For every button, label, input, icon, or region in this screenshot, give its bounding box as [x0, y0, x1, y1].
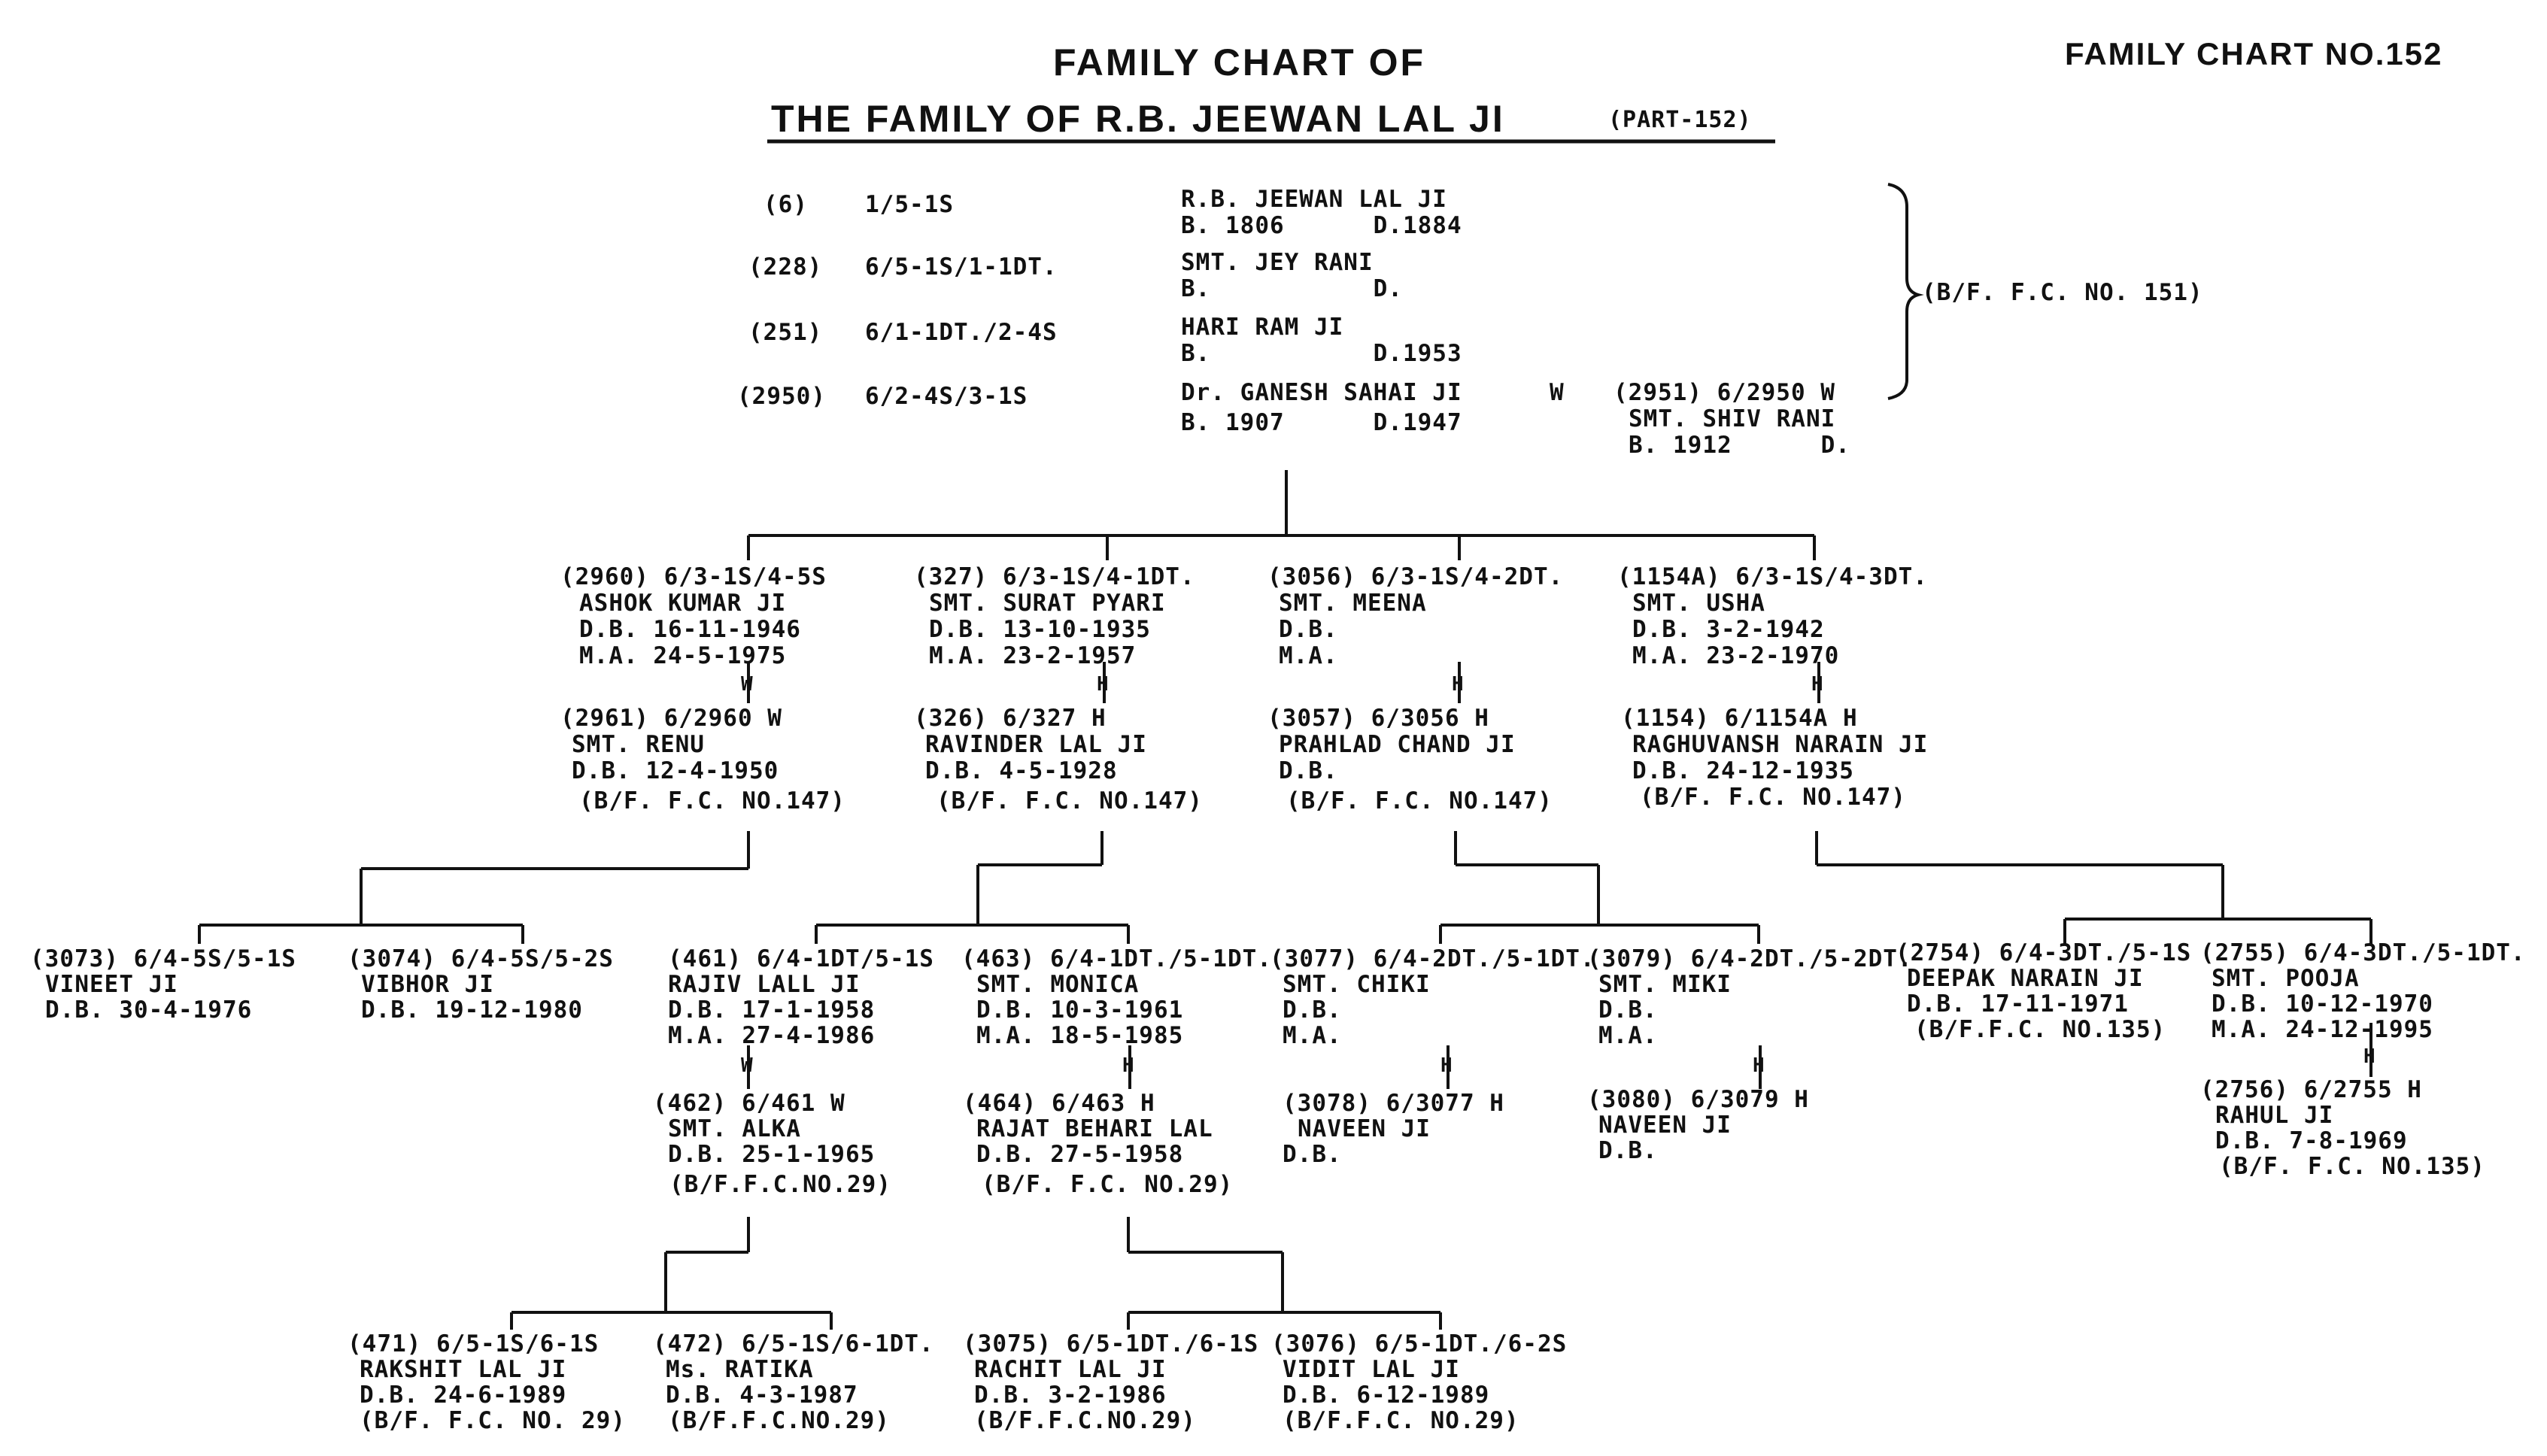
chart-part: (PART-152) [1608, 107, 1752, 133]
ancestor-dates: B. D. [1181, 275, 1403, 302]
person-code: (3074) 6/4-5S/5-2S [348, 945, 614, 972]
person-code: (3077) 6/4-2DT./5-1DT. [1270, 945, 1595, 972]
person-code: (3075) 6/5-1DT./6-1S [963, 1330, 1259, 1357]
spouse-name: RAHUL JI [2215, 1102, 2334, 1129]
person-name: SMT. MEENA [1279, 590, 1427, 617]
person-marriage: M.A. [1279, 642, 1338, 669]
spouse-code: (3078) 6/3077 H [1283, 1090, 1504, 1117]
ancestor-name: HARI RAM JI [1181, 314, 1344, 341]
person-code: (471) 6/5-1S/6-1S [348, 1330, 600, 1357]
person-dob: D.B. 10-3-1961 [976, 996, 1184, 1024]
person-dob: D.B. 19-12-1980 [361, 996, 583, 1024]
person-name: SMT. SURAT PYARI [929, 590, 1166, 617]
brace-note: (B/F. F.C. NO. 151) [1922, 279, 2203, 306]
spouse-dob: D.B. [1598, 1137, 1658, 1164]
person-dob: D.B. 30-4-1976 [45, 996, 253, 1024]
ancestor-relation: 6/5-1S/1-1DT. [865, 253, 1058, 281]
spouse-reference: (B/F. F.C. NO.147) [1640, 784, 1906, 811]
person-marriage: M.A. 23-2-1970 [1632, 642, 1840, 669]
person-dob: D.B. 4-3-1987 [666, 1382, 858, 1409]
ancestor-name: R.B. JEEWAN LAL JI [1181, 186, 1447, 213]
person-dob: D.B. 24-6-1989 [360, 1382, 567, 1409]
chart-number: FAMILY CHART NO.152 [2065, 36, 2443, 71]
ancestor-dates: B. 1907 D.1947 [1181, 409, 1462, 436]
person-dob: D.B. 10-12-1970 [2212, 990, 2433, 1018]
spouse-code: (2756) 6/2755 H [2200, 1076, 2422, 1103]
spouse-name: SMT. ALKA [668, 1115, 801, 1142]
spouse-name: RAJAT BEHARI LAL [976, 1115, 1213, 1142]
person-dob: D.B. [1279, 616, 1338, 643]
person-reference: (B/F.F.C. NO.29) [1283, 1407, 1519, 1434]
person-reference: (B/F. F.C. NO. 29) [360, 1407, 626, 1434]
marriage-marker: W [1550, 379, 1565, 406]
spouse-reference: (B/F. F.C. NO.29) [982, 1171, 1234, 1198]
person-dob: D.B. 3-2-1942 [1632, 616, 1825, 643]
person-dob: D.B. 13-10-1935 [929, 616, 1151, 643]
ancestor-relation: 6/2-4S/3-1S [865, 383, 1028, 410]
marriage-marker: H [2363, 1045, 2375, 1068]
marriage-marker: W [741, 673, 753, 696]
spouse-name: NAVEEN JI [1298, 1115, 1431, 1142]
spouse-code: (464) 6/463 H [963, 1090, 1155, 1117]
spouse-code: (326) 6/327 H [914, 705, 1107, 732]
person-marriage: M.A. 18-5-1985 [976, 1022, 1184, 1049]
marriage-marker: H [1122, 1054, 1134, 1077]
ancestor-code: (6) [763, 191, 808, 218]
person-marriage: M.A. 23-2-1957 [929, 642, 1137, 669]
person-reference: (B/F.F.C.NO.29) [668, 1407, 890, 1434]
ancestor-name: Dr. GANESH SAHAI JI [1181, 379, 1462, 406]
person-name: SMT. USHA [1632, 590, 1765, 617]
spouse-dob: D.B. 24-12-1935 [1632, 757, 1854, 784]
spouse-reference: (B/F. F.C. NO.147) [579, 787, 845, 814]
chart-title: FAMILY CHART OF [1053, 41, 1426, 83]
spouse-dob: D.B. 4-5-1928 [925, 757, 1118, 784]
brace-line [1888, 184, 1918, 399]
marriage-marker: H [1452, 673, 1464, 696]
person-marriage: M.A. [1283, 1022, 1342, 1049]
person-name: SMT. MONICA [976, 971, 1140, 998]
spouse-name: RAGHUVANSH NARAIN JI [1632, 731, 1929, 758]
person-name: VINEET JI [45, 971, 178, 998]
person-dob: D.B. 17-1-1958 [668, 996, 876, 1024]
ancestor-code: (251) [748, 319, 823, 346]
spouse-name: NAVEEN JI [1598, 1112, 1732, 1139]
spouse-code: (3080) 6/3079 H [1587, 1086, 1809, 1113]
person-code: (463) 6/4-1DT./5-1DT. [961, 945, 1272, 972]
spouse-dob: D.B. [1283, 1141, 1342, 1168]
spouse-dob: D.B. 25-1-1965 [668, 1141, 876, 1168]
person-code: (2754) 6/4-3DT./5-1S [1896, 939, 2192, 966]
spouse-name: SMT. SHIV RANI [1629, 405, 1836, 432]
person-code: (2960) 6/3-1S/4-5S [560, 563, 827, 590]
person-dob: D.B. 6-12-1989 [1283, 1382, 1490, 1409]
marriage-marker: H [1440, 1054, 1453, 1077]
spouse-dob: D.B. [1279, 757, 1338, 784]
spouse-dates: B. 1912 D. [1629, 432, 1850, 459]
marriage-marker: H [1753, 1054, 1765, 1077]
person-name: SMT. MIKI [1598, 971, 1732, 998]
spouse-dob: D.B. 12-4-1950 [572, 757, 779, 784]
person-code: (3073) 6/4-5S/5-1S [30, 945, 296, 972]
person-code: (3076) 6/5-1DT./6-2S [1271, 1330, 1568, 1357]
spouse-code: (1154) 6/1154A H [1621, 705, 1858, 732]
spouse-reference: (B/F. F.C. NO.147) [937, 787, 1203, 814]
person-name: VIBHOR JI [361, 971, 494, 998]
person-dob: D.B. [1283, 996, 1342, 1024]
person-code: (472) 6/5-1S/6-1DT. [653, 1330, 934, 1357]
person-name: DEEPAK NARAIN JI [1907, 965, 2144, 992]
ancestor-code: (228) [748, 253, 823, 281]
ancestor-name: SMT. JEY RANI [1181, 249, 1374, 276]
spouse-reference: (B/F. F.C. NO.135) [2219, 1153, 2485, 1180]
marriage-marker: H [1097, 673, 1109, 696]
spouse-code: (2951) 6/2950 W [1614, 379, 1835, 406]
ancestor-relation: 6/1-1DT./2-4S [865, 319, 1058, 346]
ancestor-dates: B. D.1953 [1181, 340, 1462, 367]
spouse-name: PRAHLAD CHAND JI [1279, 731, 1516, 758]
person-marriage: M.A. 24-5-1975 [579, 642, 787, 669]
person-marriage: M.A. 27-4-1986 [668, 1022, 876, 1049]
spouse-dob: D.B. 7-8-1969 [2215, 1127, 2408, 1154]
spouse-code: (462) 6/461 W [653, 1090, 845, 1117]
marriage-marker: H [1811, 673, 1823, 696]
person-code: (3079) 6/4-2DT./5-2DT. [1587, 945, 1913, 972]
person-marriage: M.A. 24-12-1995 [2212, 1016, 2433, 1043]
spouse-dob: D.B. 27-5-1958 [976, 1141, 1184, 1168]
spouse-code: (3057) 6/3056 H [1267, 705, 1489, 732]
spouse-name: SMT. RENU [572, 731, 705, 758]
ancestor-dates: B. 1806 D.1884 [1181, 212, 1462, 239]
person-dob: D.B. 17-11-1971 [1907, 990, 2129, 1018]
person-name: RAJIV LALL JI [668, 971, 861, 998]
marriage-marker: W [741, 1054, 753, 1077]
person-reference: (B/F.F.C.NO.29) [974, 1407, 1196, 1434]
person-name: Ms. RATIKA [666, 1356, 814, 1383]
person-dob: D.B. 3-2-1986 [974, 1382, 1167, 1409]
spouse-name: RAVINDER LAL JI [925, 731, 1147, 758]
person-name: SMT. CHIKI [1283, 971, 1431, 998]
person-code: (1154A) 6/3-1S/4-3DT. [1617, 563, 1928, 590]
person-marriage: M.A. [1598, 1022, 1658, 1049]
person-name: RACHIT LAL JI [974, 1356, 1167, 1383]
person-name: ASHOK KUMAR JI [579, 590, 787, 617]
ancestor-relation: 1/5-1S [865, 191, 954, 218]
person-name: SMT. POOJA [2212, 965, 2360, 992]
ancestor-code: (2950) [737, 383, 826, 410]
person-dob: D.B. [1598, 996, 1658, 1024]
chart-subtitle: THE FAMILY OF R.B. JEEWAN LAL JI [771, 98, 1505, 140]
person-code: (461) 6/4-1DT/5-1S [668, 945, 934, 972]
spouse-reference: (B/F. F.C. NO.147) [1286, 787, 1553, 814]
spouse-code: (2961) 6/2960 W [560, 705, 782, 732]
spouse-reference: (B/F.F.C.NO.29) [669, 1171, 891, 1198]
person-reference: (B/F.F.C. NO.135) [1914, 1016, 2166, 1043]
person-code: (327) 6/3-1S/4-1DT. [914, 563, 1195, 590]
person-code: (2755) 6/4-3DT./5-1DT. [2200, 939, 2526, 966]
person-dob: D.B. 16-11-1946 [579, 616, 801, 643]
person-code: (3056) 6/3-1S/4-2DT. [1267, 563, 1564, 590]
person-name: RAKSHIT LAL JI [360, 1356, 567, 1383]
person-name: VIDIT LAL JI [1283, 1356, 1460, 1383]
